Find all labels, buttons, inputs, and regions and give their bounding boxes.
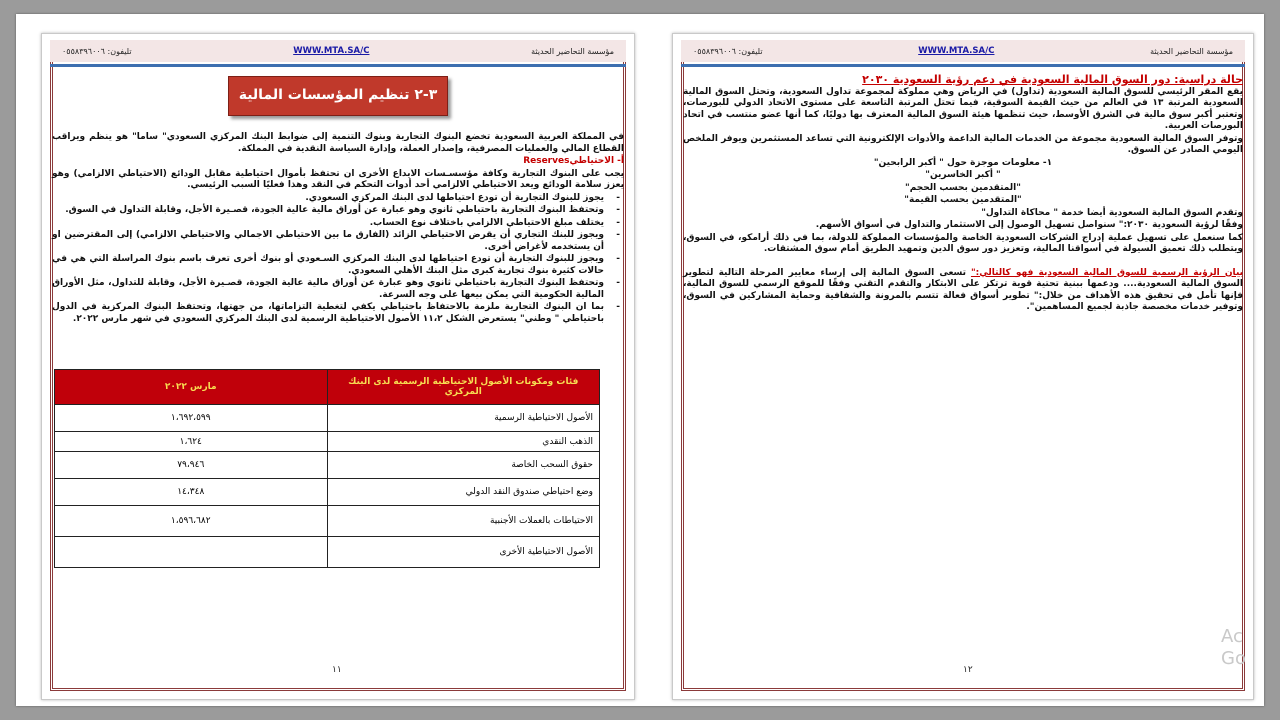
case-study-title: حالة دراسية: دور السوق المالية السعودية في دعم رؤية السعودية ٢٠٣٠ — [862, 73, 1243, 86]
table-header-category: فئات ومكونات الأصول الاحتياطية الرسمية لدى البنك المركزي — [327, 370, 600, 405]
page-header — [681, 40, 1245, 62]
table-cell-value: ١٤،٣٤٨ — [55, 479, 328, 506]
table-row — [55, 506, 600, 537]
header-company: مؤسسة التحاضير الحديثة — [531, 46, 614, 56]
right-content — [683, 74, 1243, 315]
table-cell-label: الذهب النقدي — [327, 432, 600, 452]
vision-paragraph — [683, 268, 1243, 314]
vision-text: تسعى السوق المالية إلى إرساء معايير المرحلة التالية لتطوير السوق المالية السعودية.... ودعمها ببنية تحتية قوية ترتكز على الابتكار والتقدم التقني وفقًا للموقع الرسمي للسوق المالية، فإنها تأمل في تحقيق هذه الأهداف من خلال:" تطوير أسواق فعالة تتسم بالمرونة والشفافية وحماية المشاركين في السوق، وتوفير خدمات مخصصة جاذبة لجميع المساهمين". — [683, 267, 1243, 312]
page-right — [672, 33, 1254, 700]
case-paragraph: كما سنعمل على تسهيل عملية إدراج الشركات السعودية الخاصة والمؤسسات المملوكة للدولة، بما في ذلك أرامكو، في السوق، ويتطلب ذلك تعميق السيولة في أسواقنا المالية، وتعزيز دور سوق الدين وتمهيد الطريق أمام سوق المشتقات. — [683, 232, 1243, 254]
table-cell-label: الاحتياطات بالعملات الأجنبية — [327, 506, 600, 537]
table-cell-value: ١،٦٢٤ — [55, 432, 328, 452]
header-divider — [681, 64, 1245, 67]
table-cell-value: ١،٦٩٢،٥٩٩ — [55, 405, 328, 432]
header-company: مؤسسة التحاضير الحديثة — [1150, 46, 1233, 56]
page-number: ١١ — [332, 665, 342, 675]
table-cell-label: الأصول الاحتياطية الأخرى — [327, 537, 600, 568]
page-number: ١٢ — [963, 665, 973, 675]
header-divider — [50, 64, 626, 67]
table-header-date: مارس ٢٠٢٢ — [55, 370, 328, 405]
list-item: - ويجوز للبنك التجاري أن يقرض الاحتياطي الزائد (الفارق ما بين الاحتياطي الاجمالي والاحتياطي الالزامي) إلى المقترضين او أن يستخدمه لأغراض أخرى. — [52, 230, 610, 253]
list-item: - بما ان البنوك التجارية ملزمة بالاحتفاظ باحتياطي يكفي لتغطية التزاماتها، من جهتها، وتحتفظ البنوك المركزية في الدول باحتياطي " وطني" يستعرض الشكل ١١،٢ الأصول الاحتياطية الرسمية لدى البنك المركزي السعودي في شهر مارس ٢٠٢٢. — [52, 302, 610, 325]
table-row — [55, 452, 600, 479]
list-item: " أكبر الخاسرين" — [925, 170, 1001, 180]
table-cell-value: ١،٥٩٦،٦٨٢ — [55, 506, 328, 537]
left-content — [52, 70, 624, 326]
list-item: - وتحتفظ البنوك التجارية باحتياطي ثانوي وهو عبارة عن أوراق مالية عالية الجودة، قصـيرة الأجل، وقابلة التداول في السوق. — [52, 205, 610, 217]
list-item: - وتحتفظ البنوك التجارية باحتياطي ثانوي وهو عبارة عن أوراق مالية عالية الجودة، قصـيرة الأجل، وقابلة للتداول، مثل الأوراق المالية الحكومية التي يمكن بيعها على وجه السرعة. — [52, 278, 610, 301]
page-left — [41, 33, 635, 700]
header-phone: تليفون: ٠٥٥٨٣٩٦٠٠٦ — [62, 46, 132, 56]
list-item: - يختلف مبلغ الاحتياطي الالزامي باختلاف نوع الحساب. — [52, 218, 610, 230]
list-item: "المتقدمين بحسب القيمة" — [904, 195, 1022, 205]
sub-heading: أ- الاحتياطيReserves — [523, 156, 624, 166]
case-paragraph: وفقًا لرؤية السعودية ٢٠٣٠:" سنواصل تسهيل الوصول إلى الاستثمار والتداول في أسواق الأسهم. — [815, 220, 1243, 230]
table-cell-value — [55, 537, 328, 568]
case-paragraph: وتوفر السوق المالية السعودية مجموعة من الخدمات المالية الداعمة والأدوات الإلكترونية التي تساعد المستثمرين ويوفر الملخص اليومي الصادر عن السوق. — [683, 133, 1243, 155]
table-row — [55, 405, 600, 432]
list-heading: ١- معلومات موجزة حول " أكبر الرابحين" — [873, 157, 1053, 168]
table-cell-label: الأصول الاحتياطية الرسمية — [327, 405, 600, 432]
page-header — [50, 40, 626, 62]
list-item: - يجوز للبنوك التجارية أن تودع احتياطها لدى البنك المركزي السعودي. — [52, 193, 610, 205]
case-paragraph: يقع المقر الرئيسي للسوق المالية السعودية (تداول) في الرياض وهي مملوكة لمجموعة تداول السعودية، وتحتل السوق المالية السعودية المرتبة ١٣ في العالم من حيث القيمة السوقية، فيما تحتل المرتبة التاسعة على مستوى الاتحاد الدولي للبورصات، وتعتبر أكبر سوق مالية في الشرق الأوسط، حيث تنظمها هيئة السوق المالية المعترف بها دوليًا، كما أنها عضو منتسب في اتحاد البورصات العربية. — [683, 86, 1243, 131]
reserves-list — [52, 193, 624, 326]
table-cell-label: وضع احتياطي صندوق النقد الدولي — [327, 479, 600, 506]
reserves-paragraph: يجب على البنوك التجارية وكافة مؤسسـسات الايداع الأخرى ان تحتفظ بأموال احتياطية مقابل الودائع (الاحتياطي الالزامي) وهو يعزز سلامة الودائع ويعد الاحتياطي الالزامي أحد أدوات التحكم في النقد وهذا فعليًا السبب الرئيسي. — [52, 168, 624, 190]
vision-heading: بيان الرؤية الرسمية للسوق المالية السعودية فهو كالتالي:" — [970, 267, 1243, 278]
activation-watermark: Ac Go — [1221, 626, 1246, 669]
document-viewer — [16, 14, 1264, 706]
table-row — [55, 537, 600, 568]
header-url-link[interactable]: WWW.MTA.SA/C — [293, 46, 370, 56]
table-row — [55, 479, 600, 506]
header-phone: تليفون: ٠٥٥٨٣٩٦٠٠٦ — [693, 46, 763, 56]
case-paragraph: وتقدم السوق المالية السعودية أيضا خدمة " محاكاة التداول" — [981, 207, 1243, 218]
reserves-table — [54, 369, 600, 568]
list-item: - ويجوز للبنوك التجارية أن تودع احتياطها لدى البنك المركزي السـعودي أو بنوك أخرى تعرف باسم بنوك المراسلة التي هي في حالات كثيرة بنوك تجارية كبرى مثل البنك الأهلي السعودي. — [52, 254, 610, 277]
table-cell-value: ٧٩،٩٤٦ — [55, 452, 328, 479]
table-cell-label: حقوق السحب الخاصة — [327, 452, 600, 479]
table-row — [55, 432, 600, 452]
section-title: ٣-٢ تنظيم المؤسسات المالية — [228, 76, 448, 116]
header-url-link[interactable]: WWW.MTA.SA/C — [918, 46, 995, 56]
intro-paragraph: في المملكة العربية السعودية تخضع البنوك التجارية وبنوك التنمية إلى ضوابط البنك المركزي السعودي" ساما" هو ينظم ويراقب القطاع المالي والعمليات المصرفية، وإصدار العملة، وإدارة السياسة النقدية في المملكة. — [52, 132, 624, 154]
list-item: "المتقدمين بحسب الحجم" — [905, 182, 1021, 193]
